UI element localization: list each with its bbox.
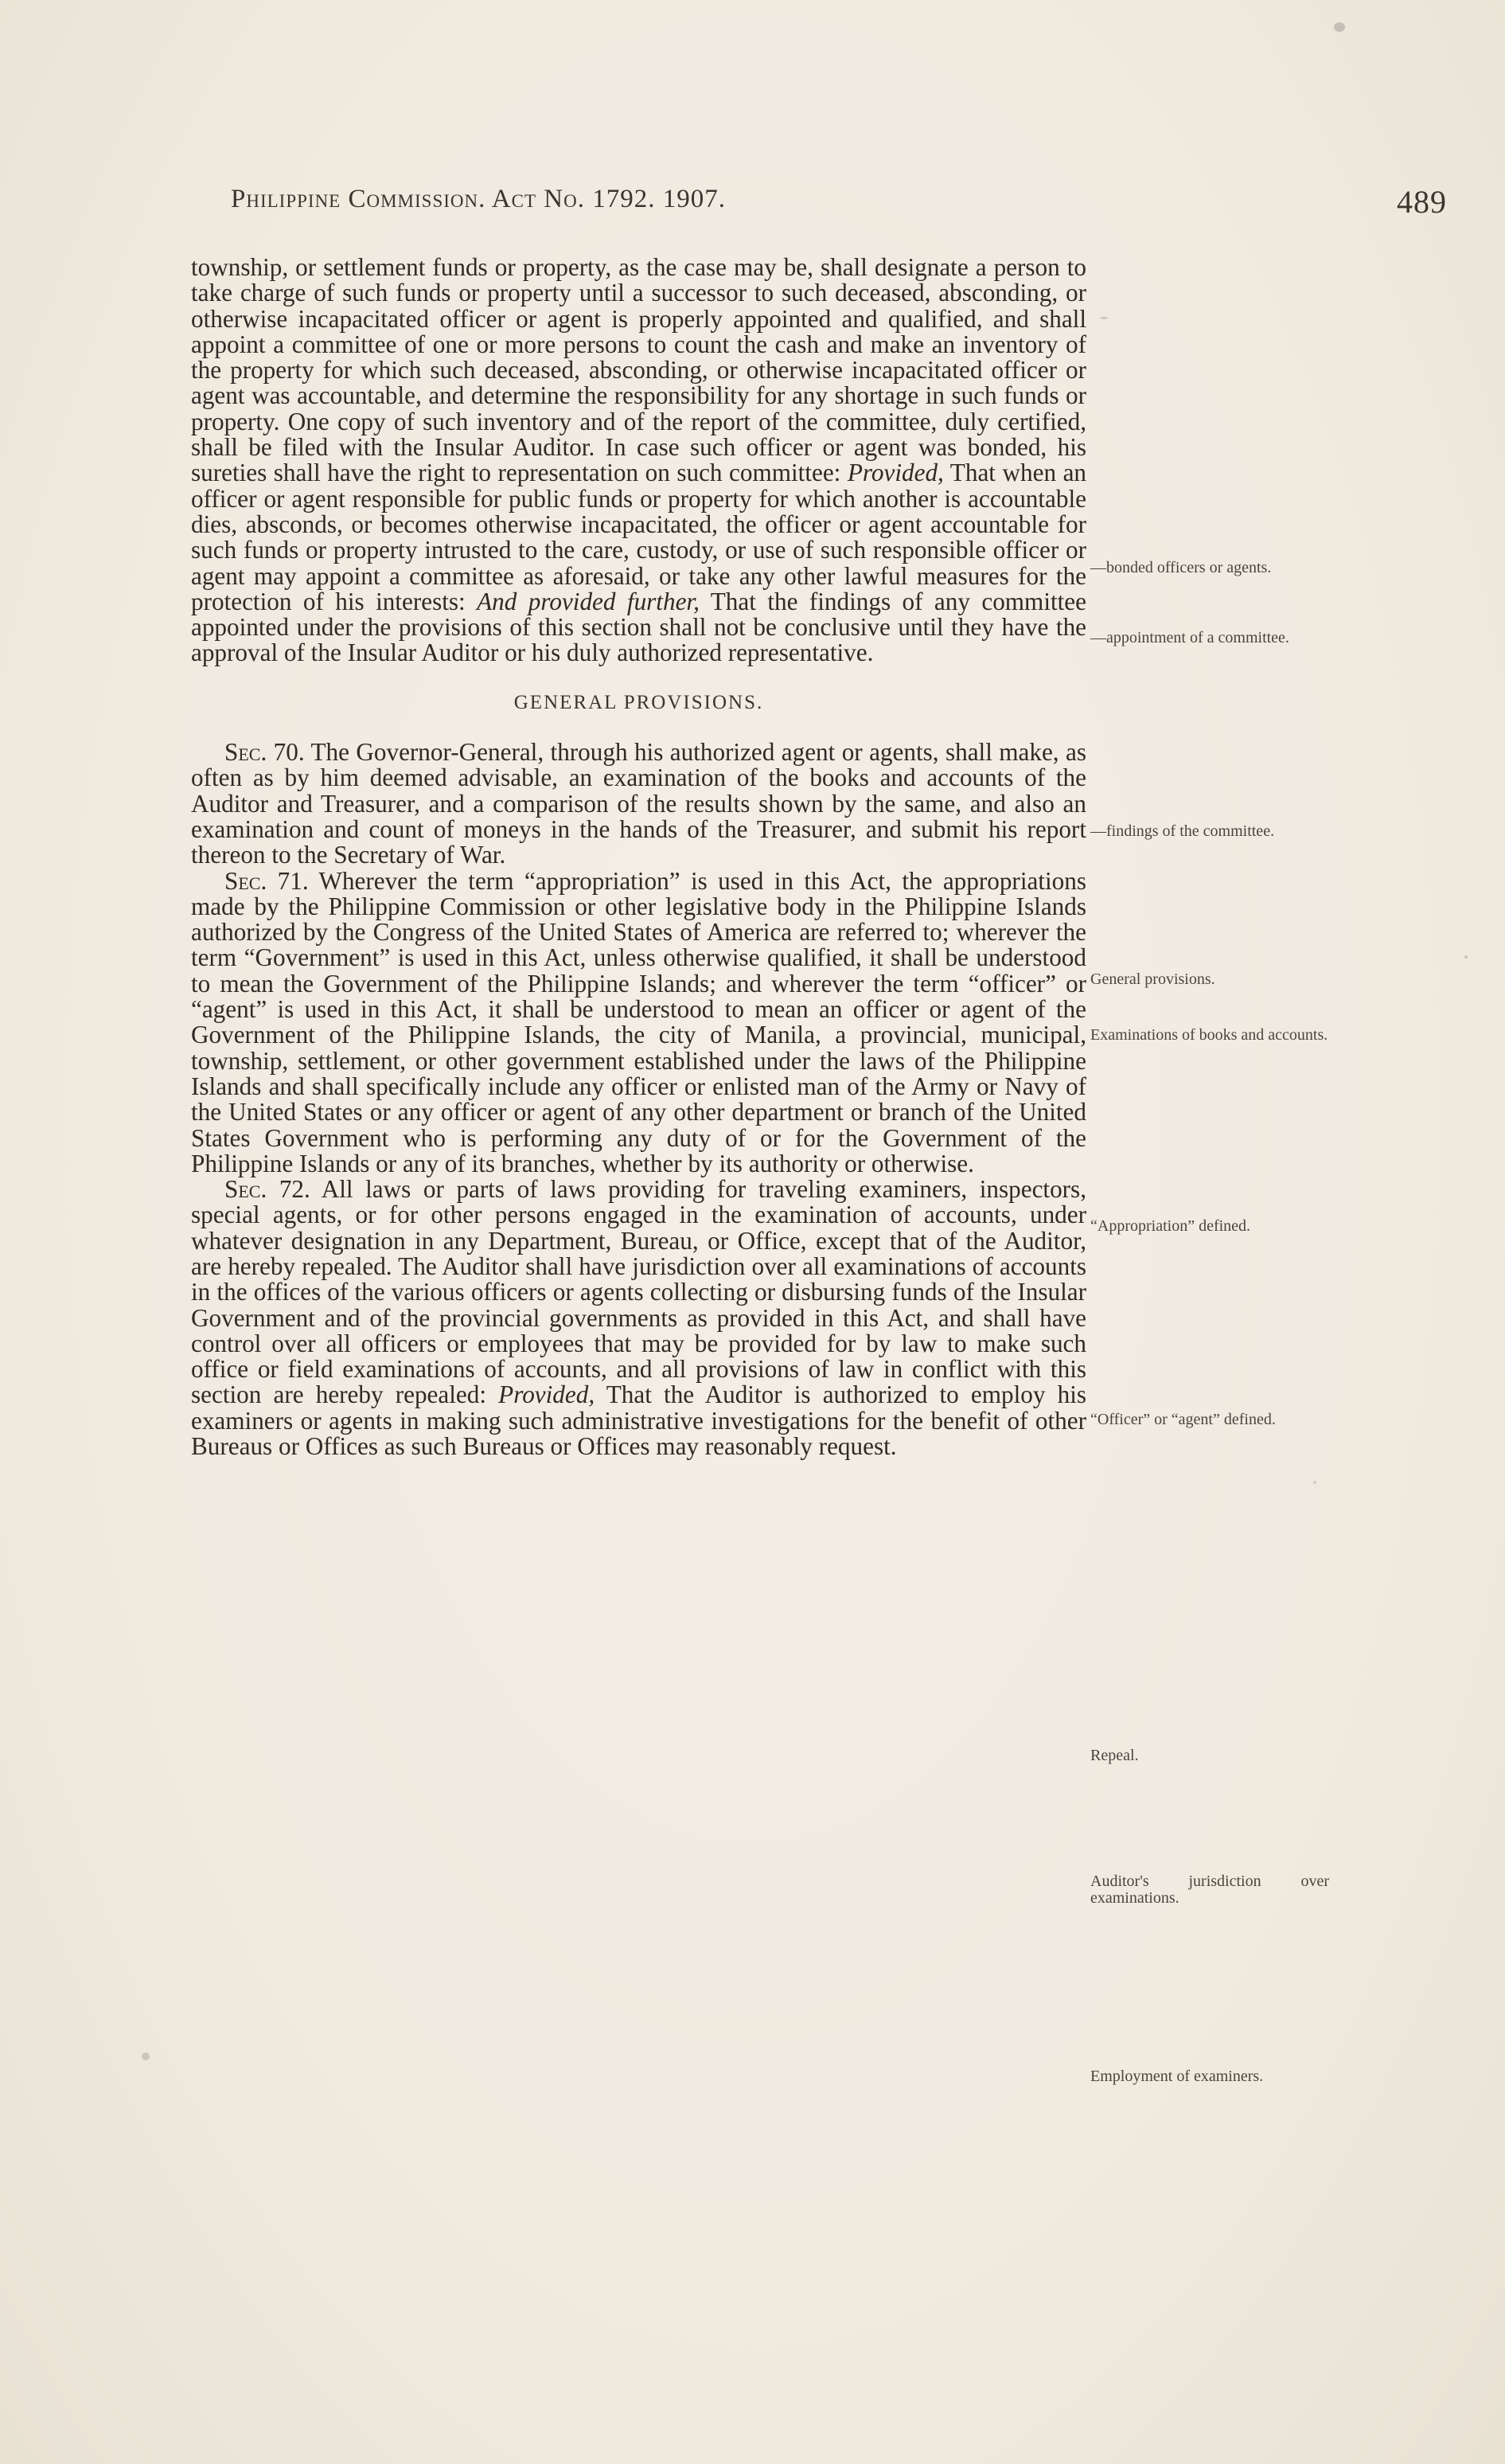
proviso-italic: Provided, xyxy=(847,459,944,487)
page-number: 489 xyxy=(1397,184,1447,220)
proviso-italic: And provided further, xyxy=(477,587,700,615)
margin-note-examinations: Examinations of books and accounts. xyxy=(1090,1026,1328,1044)
scan-speck xyxy=(1313,1481,1316,1484)
running-title: Philippine Commission. Act No. 1792. 1907. xyxy=(231,185,726,213)
margin-note-appropriation: “Appropriation” defined. xyxy=(1090,1217,1251,1235)
proviso-italic: Provided, xyxy=(498,1380,595,1409)
body-text xyxy=(191,255,1086,1459)
section-label: Sec. 71. xyxy=(224,866,309,895)
scan-speck xyxy=(142,2052,150,2060)
margin-note-findings: —findings of the committee. xyxy=(1090,822,1275,840)
running-head xyxy=(231,185,1472,225)
paragraph-continuation: township, or settlement funds or property, as the case may be, shall designate a person to take charge of such funds or property until a successor to such deceased, absconding, or otherwise incapacitated officer or agent is properly appointed and qualified, and shall appoint a committee of one or more persons to count the cash and make an inventory of the property for which such deceased, absconding, or otherwise incapacitated officer or agent was accountable, and determine the responsibility for any shortage in such funds or property. One copy of such inventory and of the report of the committee, duly certified, shall be filed with the Insular Auditor. In case such officer or agent was bonded, his sureties shall have the right to representation on such committee: Provided, That when an officer or agent responsible for public funds or property for which another is accountable dies, absconds, or becomes otherwise incapacitated, the officer or agent accountable for such funds or property intrusted to the care, custody, or use of such responsible officer or agent may appoint a committee as aforesaid, or take any other lawful measures for the protection of his interests: And provided further, That the findings of any committee appointed under the provisions of this section shall not be conclusive until they have the approval of the Insular Auditor or his duly authorized representative. xyxy=(191,253,1087,667)
margin-note-officer: “Officer” or “agent” defined. xyxy=(1090,1411,1276,1428)
section-label: Sec. 72. xyxy=(224,1175,310,1204)
section-71: Sec. 71. Wherever the term “appropriation” is used in this Act, the appropriations made by the Philippine Commission or other legislative body in the Philippine Islands authorized by the Congress of the United States of America are referred to; wherever the term “Government” is used in this Act, unless otherwise qualified, it shall be understood to mean the Government of the Philippine Islands; and wherever the term “officer” or “agent” is used in this Act, it shall be understood to mean an officer or agent of the Government of the Philippine Islands, the city of Manila, a provincial, municipal, township, settlement, or other government established under the laws of the Philippine Islands and shall specifically include any officer or enlisted man of the Army or Navy of the United States or any officer or agent of any other department or branch of the United States Government who is performing any duty of or for the Government of the Philippine Islands or any of its branches, whether by its authority or otherwise. xyxy=(191,866,1086,1177)
section-heading: GENERAL PROVISIONS. xyxy=(513,691,764,713)
margin-note-repeal: Repeal. xyxy=(1090,1747,1139,1764)
margin-note-appointment: —appointment of a committee. xyxy=(1090,629,1289,646)
margin-note-employment: Employment of examiners. xyxy=(1090,2068,1264,2085)
margin-note-general: General provisions. xyxy=(1090,970,1215,988)
scan-speck xyxy=(1464,955,1468,959)
scan-speck xyxy=(1100,317,1108,319)
margin-note-bonded: —bonded officers or agents. xyxy=(1090,559,1272,576)
margin-note-jurisdiction: Auditor's jurisdiction over examinations. xyxy=(1090,1872,1329,1907)
section-label: Sec. 70. xyxy=(224,738,305,767)
section-72: Sec. 72. All laws or parts of laws providing for traveling examiners, inspectors, special agents, or for other persons engaged in the examination of accounts, under whatever designation in any Department, Bureau, or Office, except that of the Auditor, are hereby repealed. The Auditor shall have jurisdiction over all examinations of accounts in the offices of the various officers or agents collecting or disbursing funds of the Insular Government and of the provincial governments as provided in this Act, and shall have control over all officers or employees that may be provided for by law to make such office or field examinations of accounts, and all provisions of law in conflict with this section are hereby repealed: Provided, That the Auditor is authorized to employ his examiners or agents in making such administrative investigations for the benefit of other Bureaus or Offices as such Bureaus or Offices may reasonably request. xyxy=(191,1175,1086,1461)
section-70: Sec. 70. The Governor-General, through his authorized agent or agents, shall make, as often as by him deemed advisable, an examination of the books and accounts of the Auditor and Treasurer, and a comparison of the results shown by the same, and also an examination and count of moneys in the hands of the Treasurer, and submit his report thereon to the Secretary of War. xyxy=(191,738,1086,869)
scan-speck xyxy=(1334,22,1345,32)
